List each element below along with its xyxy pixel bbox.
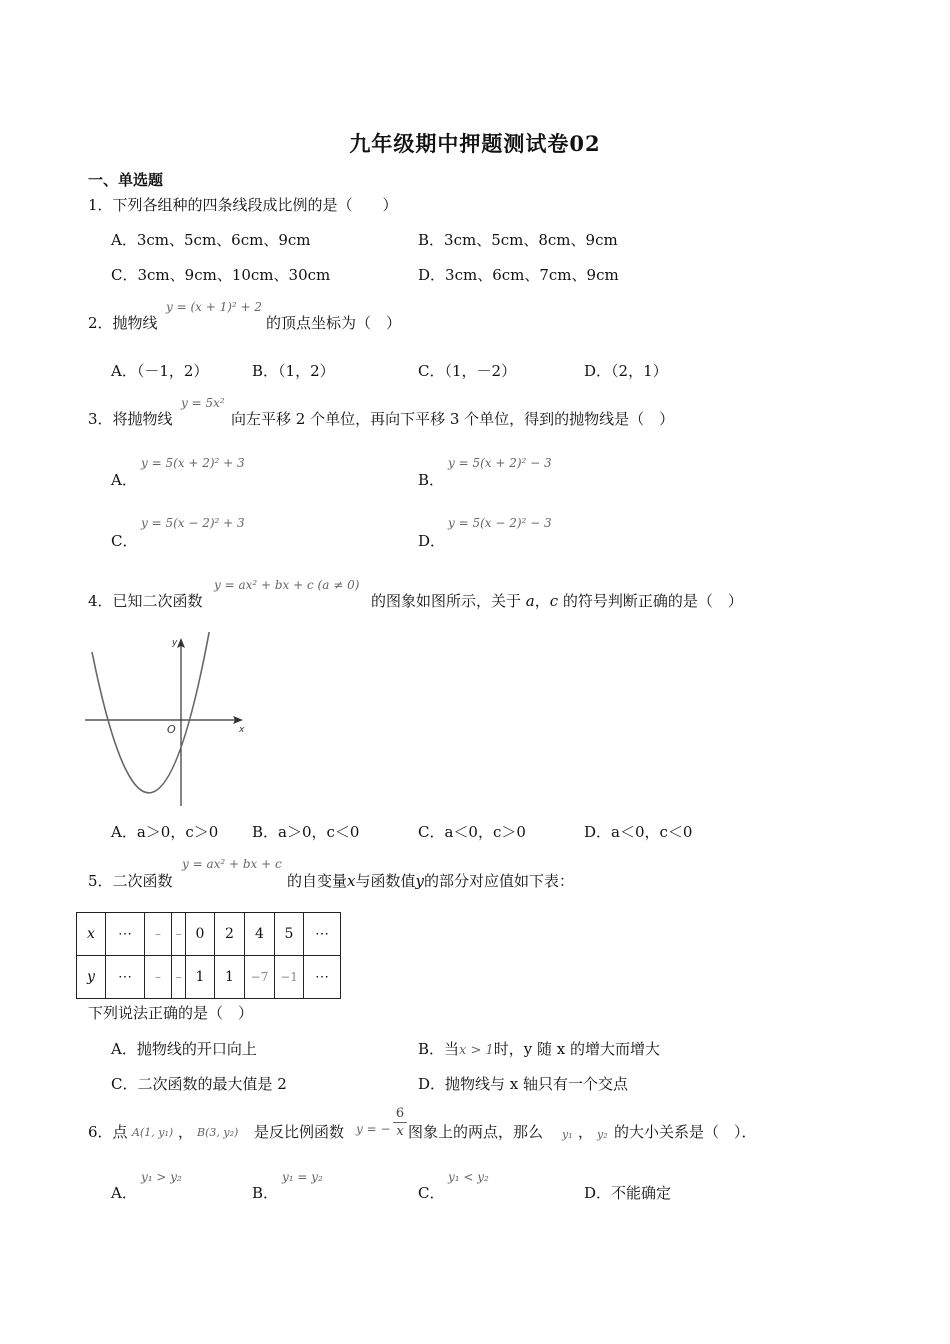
q5-post-2: 与函数值 bbox=[355, 872, 416, 890]
parabola-curve bbox=[92, 632, 211, 793]
q6-option-d[interactable]: D．不能确定 bbox=[584, 1184, 672, 1202]
q6-fraction-numerator: 6 bbox=[393, 1105, 407, 1123]
q3-stem-post: 向左平移 2 个单位，再向下平移 3 个单位，得到的抛物线是（ ） bbox=[231, 410, 675, 428]
q6-fraction bbox=[393, 1105, 407, 1140]
q1-option-d[interactable]: D．3cm、6cm、7cm、9cm bbox=[418, 266, 619, 284]
q6-option-b-label[interactable]: B． bbox=[252, 1184, 279, 1202]
table-cell: ⋯ bbox=[304, 913, 341, 956]
q4-option-b[interactable]: B．a＞0，c＜0 bbox=[252, 823, 360, 841]
q5-after-table: 下列说法正确的是（ ） bbox=[88, 1004, 254, 1022]
q1-stem: 1．下列各组种的四条线段成比例的是（ ） bbox=[88, 196, 398, 214]
q2-option-b[interactable]: B．（1，2） bbox=[252, 362, 335, 380]
q3-option-a-formula: y = 5(x + 2)² + 3 bbox=[141, 456, 245, 470]
q4-option-d[interactable]: D．a＜0，c＜0 bbox=[584, 823, 693, 841]
q3-option-d-label[interactable]: D． bbox=[418, 532, 446, 550]
table-cell: 2 bbox=[215, 913, 245, 956]
q5-option-a[interactable]: A．抛物线的开口向上 bbox=[111, 1040, 257, 1058]
table-cell: −7 bbox=[245, 956, 275, 999]
q5-value-table bbox=[76, 912, 341, 999]
q5-option-b-formula: x > 1 bbox=[459, 1043, 494, 1058]
table-cell: 1 bbox=[186, 956, 215, 999]
q2-option-c[interactable]: C．（1，－2） bbox=[418, 362, 517, 380]
q2-option-a[interactable]: A．（－1，2） bbox=[111, 362, 209, 380]
q6-stem-pre: 6．点 bbox=[88, 1123, 128, 1141]
q4-option-c[interactable]: C．a＜0，c＞0 bbox=[418, 823, 526, 841]
q4-post-2: 的符号判断正确的是（ ） bbox=[558, 592, 743, 610]
q6-function-lhs: y = − bbox=[356, 1122, 391, 1136]
table-cell: – bbox=[145, 956, 172, 999]
q2-stem-pre: 2．抛物线 bbox=[88, 314, 158, 332]
page-title: 九年级期中押题测试卷02 bbox=[349, 131, 601, 156]
q5-post-3: 的部分对应值如下表： bbox=[423, 872, 574, 890]
table-cell: 0 bbox=[186, 913, 215, 956]
table-cell: ⋯ bbox=[106, 956, 145, 999]
q4-post-1: 的图象如图所示，关于 bbox=[371, 592, 526, 610]
q1-option-a[interactable]: A．3cm、5cm、6cm、9cm bbox=[111, 231, 311, 249]
q3-option-c-label[interactable]: C． bbox=[111, 532, 138, 550]
q5-option-b-pre: B．当 bbox=[418, 1040, 460, 1058]
table-cell: – bbox=[172, 956, 186, 999]
x-axis-label: x bbox=[239, 725, 245, 735]
table-cell: 5 bbox=[275, 913, 304, 956]
table-cell: y bbox=[77, 956, 106, 999]
table-cell: – bbox=[145, 913, 172, 956]
q4-option-a[interactable]: A．a＞0，c＞0 bbox=[111, 823, 219, 841]
q5-option-c[interactable]: C．二次函数的最大值是 2 bbox=[111, 1075, 287, 1093]
q1-option-b[interactable]: B．3cm、5cm、8cm、9cm bbox=[418, 231, 618, 249]
q4-formula: y = ax² + bx + c (a ≠ 0) bbox=[214, 578, 360, 592]
q3-option-a-label[interactable]: A． bbox=[111, 471, 137, 489]
q4-sep: ， bbox=[534, 592, 550, 610]
table-cell: −1 bbox=[275, 956, 304, 999]
q6-option-a-label[interactable]: A． bbox=[111, 1184, 137, 1202]
q6-option-c-label[interactable]: C． bbox=[418, 1184, 445, 1202]
q5-option-b[interactable] bbox=[418, 1038, 660, 1059]
q2-formula: y = (x + 1)² + 2 bbox=[166, 300, 263, 314]
q1-option-c[interactable]: C．3cm、9cm、10cm、30cm bbox=[111, 266, 331, 284]
table-cell: – bbox=[172, 913, 186, 956]
table-cell: x bbox=[77, 913, 106, 956]
q5-var-x: x bbox=[347, 872, 356, 890]
q2-option-d[interactable]: D．（2，1） bbox=[584, 362, 668, 380]
q6-option-b-formula: y₁ = y₂ bbox=[282, 1170, 323, 1184]
q3-option-b-formula: y = 5(x + 2)² − 3 bbox=[448, 456, 552, 470]
table-row-x bbox=[77, 913, 341, 956]
origin-label: O bbox=[167, 723, 176, 736]
q3-option-c-formula: y = 5(x − 2)² + 3 bbox=[141, 516, 245, 530]
q6-fraction-denominator: x bbox=[396, 1124, 404, 1139]
q3-formula: y = 5x² bbox=[181, 396, 225, 410]
q6-point-a: A(1, y₁) bbox=[132, 1126, 174, 1139]
q6-y2: y₂ bbox=[597, 1128, 608, 1141]
q6-y1: y₁ bbox=[562, 1128, 573, 1141]
q5-formula: y = ax² + bx + c bbox=[182, 857, 282, 871]
q5-option-b-post: 时，y 随 x 的增大而增大 bbox=[493, 1040, 661, 1058]
q6-stem-post-1: 图象上的两点，那么 bbox=[408, 1123, 544, 1141]
table-row-y bbox=[77, 956, 341, 999]
table-cell: 1 bbox=[215, 956, 245, 999]
q4-stem-pre: 4．已知二次函数 bbox=[88, 592, 203, 610]
q3-option-d-formula: y = 5(x − 2)² − 3 bbox=[448, 516, 552, 530]
q2-stem-post: 的顶点坐标为（ ） bbox=[266, 314, 402, 332]
table-cell: 4 bbox=[245, 913, 275, 956]
q4-var-c: c bbox=[549, 592, 559, 610]
q6-option-c-formula: y₁ < y₂ bbox=[448, 1170, 489, 1184]
q5-stem-pre: 5．二次函数 bbox=[88, 872, 173, 890]
q6-comma-1: ， bbox=[178, 1123, 194, 1141]
table-cell: ⋯ bbox=[106, 913, 145, 956]
q3-option-b-label[interactable]: B． bbox=[418, 471, 445, 489]
q4-stem-post bbox=[371, 590, 743, 611]
q6-comma-2: ， bbox=[578, 1123, 594, 1141]
q6-stem-post-2: 的大小关系是（ ）． bbox=[614, 1123, 757, 1141]
q4-var-a: a bbox=[525, 592, 535, 610]
q6-point-b: B(3, y₂) bbox=[197, 1126, 239, 1139]
q5-post-1: 的自变量 bbox=[287, 872, 348, 890]
q3-stem-pre: 3．将抛物线 bbox=[88, 410, 173, 428]
table-cell: ⋯ bbox=[304, 956, 341, 999]
q5-option-d[interactable]: D．抛物线与 x 轴只有一个交点 bbox=[418, 1075, 629, 1093]
q4-parabola-graph bbox=[80, 632, 255, 812]
q5-var-y: y bbox=[415, 872, 424, 890]
q6-stem-mid: 是反比例函数 bbox=[254, 1123, 345, 1141]
q6-option-a-formula: y₁ > y₂ bbox=[141, 1170, 182, 1184]
y-axis-label: y bbox=[172, 638, 178, 648]
q5-stem-post bbox=[287, 870, 574, 891]
section-heading: 一、单选题 bbox=[88, 171, 164, 189]
